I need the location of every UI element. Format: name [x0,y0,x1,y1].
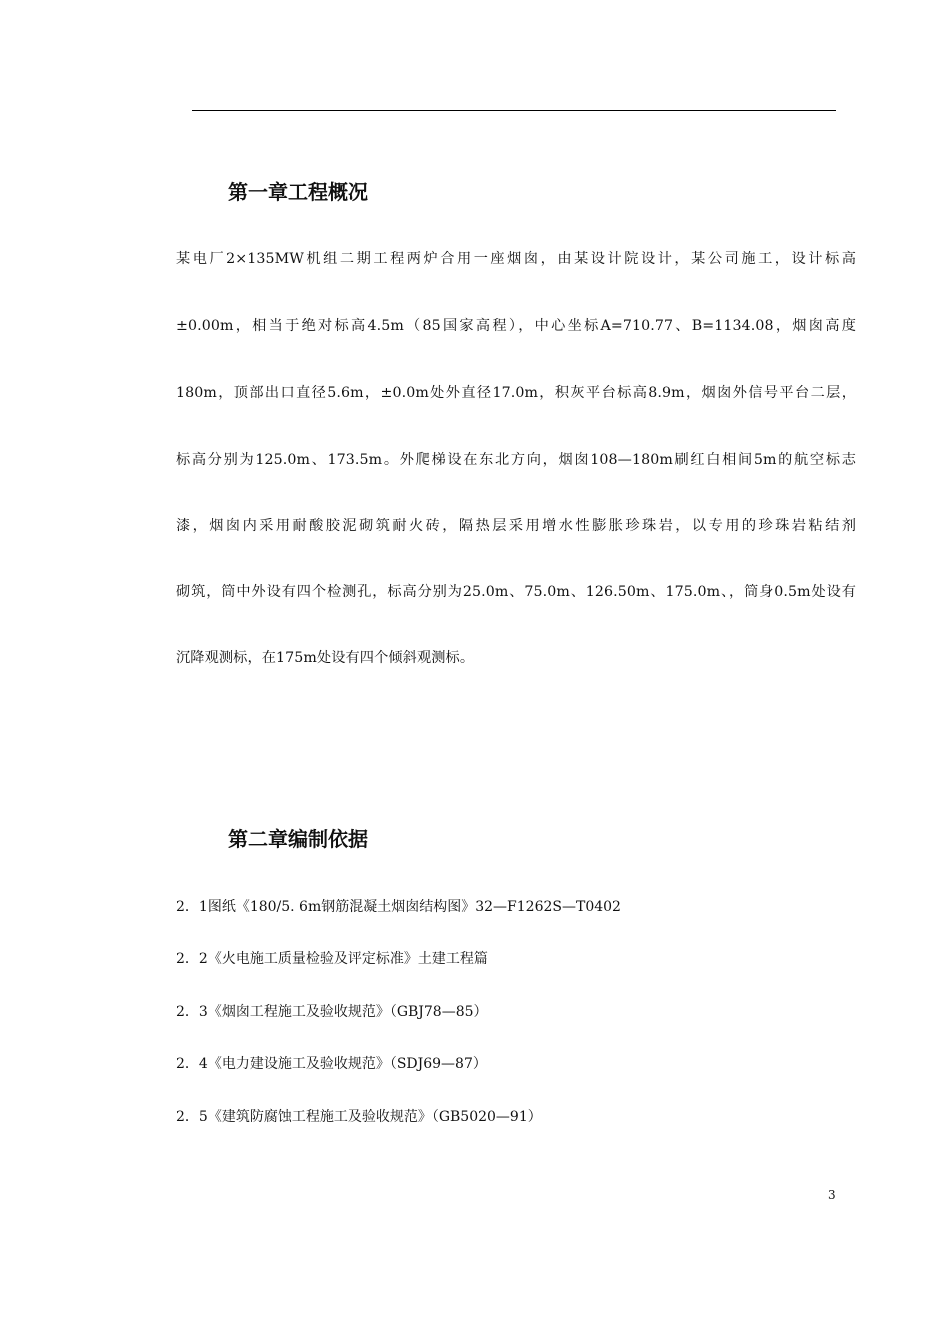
chapter-1-title: 第一章工程概况 [228,180,368,204]
reference-item: 2．4《电力建设施工及验收规范》（SDJ69—87） [176,1056,487,1072]
paragraph-line: 漆，烟囱内采用耐酸胶泥砌筑耐火砖，隔热层采用增水性膨胀珍珠岩，以专用的珍珠岩粘结剂 [176,518,856,534]
chapter-2-title: 第二章编制依据 [228,827,368,851]
paragraph-line: 沉降观测标，在175m处设有四个倾斜观测标。 [176,650,475,666]
paragraph-line: 某电厂2×135MW机组二期工程两炉合用一座烟囱，由某设计院设计，某公司施工，设计标高 [176,251,856,267]
reference-item: 2．2《火电施工质量检验及评定标准》土建工程篇 [176,951,488,967]
reference-item: 2．3《烟囱工程施工及验收规范》（GBJ78—85） [176,1004,488,1020]
paragraph-line: 180m，顶部出口直径5.6m，±0.0m处外直径17.0m，积灰平台标高8.9m，烟囱外信号平台二层， [176,385,856,401]
paragraph-line: 标高分别为125.0m、173.5m。外爬梯设在东北方向，烟囱108—180m刷红白相间5m的航空标志 [176,452,856,468]
paragraph-line: 砌筑，筒中外设有四个检测孔，标高分别为25.0m、75.0m、126.50m、175.0m、，筒身0.5m处设有 [176,584,856,600]
header-rule [192,110,836,111]
paragraph-line: ±0.00m，相当于绝对标高4.5m（85国家高程），中心坐标A=710.77、B=1134.08，烟囱高度 [176,318,856,334]
page-number: 3 [828,1188,836,1202]
reference-item: 2．1图纸《180/5. 6m钢筋混凝土烟囱结构图》32—F1262S—T0402 [176,899,621,915]
reference-item: 2．5《建筑防腐蚀工程施工及验收规范》（GB5020—91） [176,1109,542,1125]
